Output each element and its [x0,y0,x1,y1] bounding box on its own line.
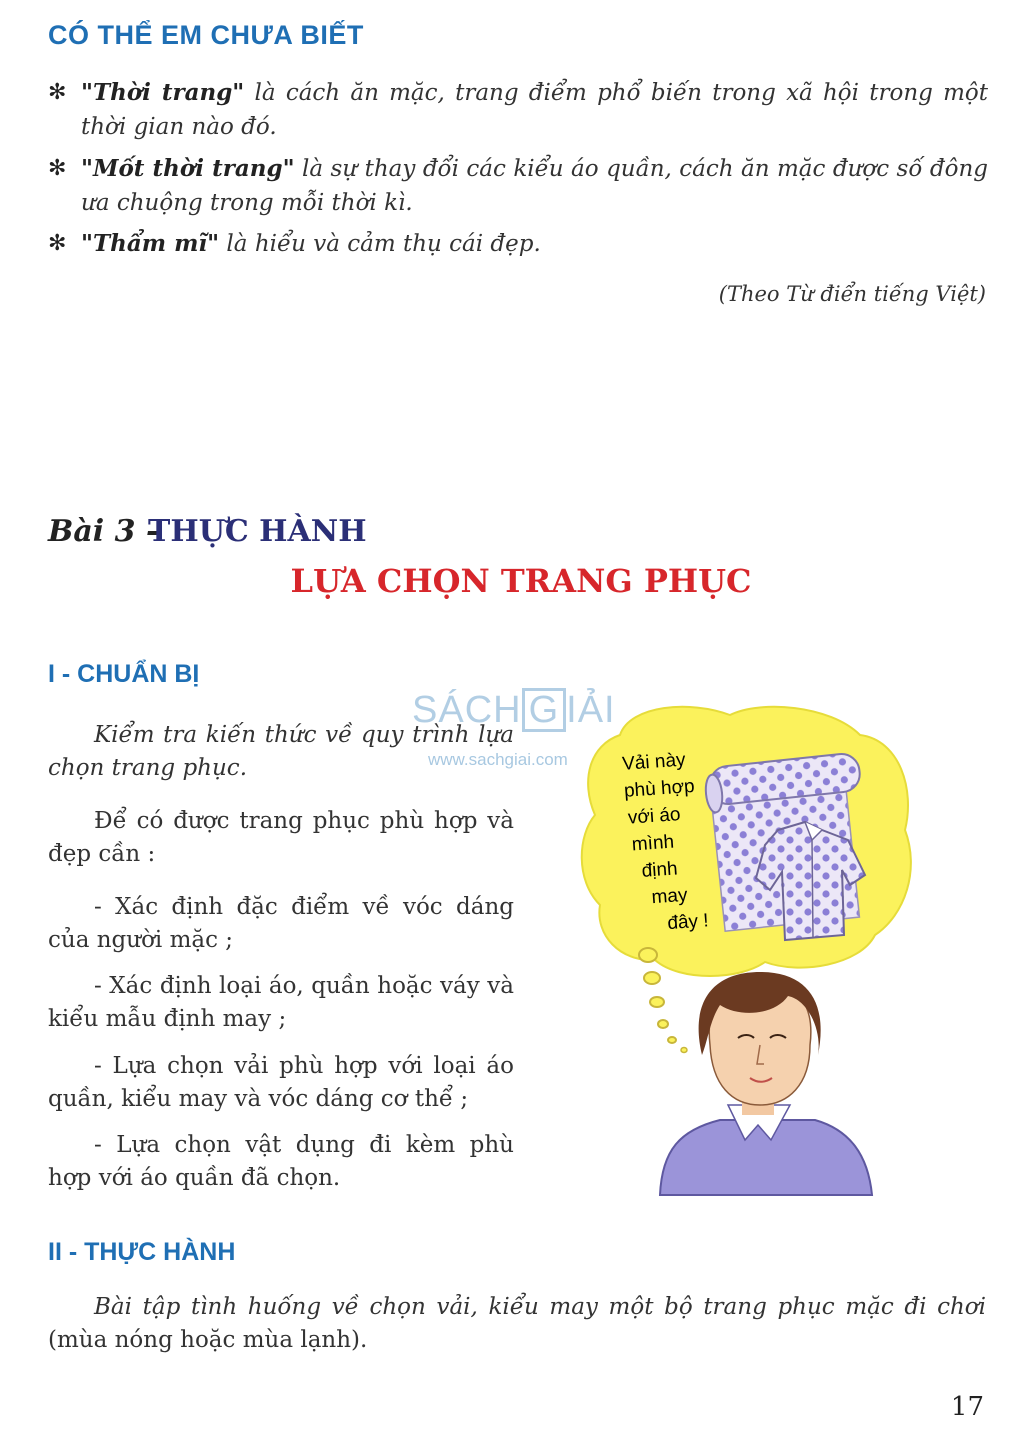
definition-term: "Thẩm mĩ" [81,230,220,257]
bubble-line: đây ! [666,910,710,935]
list-item: - Xác định đặc điểm về vóc dáng của người mặc ; [48,894,514,953]
practice-text [48,1291,986,1357]
list-item: - Lựa chọn vải phù hợp với loại áo quần, kiểu may và vóc dáng cơ thể ; [48,1053,514,1112]
bubble-line: may [650,884,689,909]
source-citation: (Theo Từ điển tiếng Việt) [718,282,986,306]
star-icon: ✻ [48,156,67,181]
definition-text: là sự thay đổi các kiểu áo quần, cách ăn mặc được số đông ưa chuộng trong mỗi thời kì. [81,156,988,216]
definition-term: "Thời trang" [81,79,245,106]
girl-thinking-illustration [560,700,920,1205]
list-item: - Xác định loại áo, quần hoặc váy và kiểu mẫu định may ; [48,973,514,1032]
bubble-line: với áo [627,804,682,829]
watermark-url: www.sachgiai.com [428,750,568,769]
box-title: CÓ THỂ EM CHƯA BIẾT [48,20,364,50]
section-heading-practice: II - THỰC HÀNH [48,1238,236,1266]
star-icon: ✻ [48,80,67,105]
lesson-title-line1: THỰC HÀNH [148,514,367,549]
definition-item [48,227,988,261]
definition-item [48,152,988,220]
definition-text: là hiểu và cảm thụ cái đẹp. [219,231,541,257]
bubble-line: mình [631,831,675,856]
bubble-line: định [641,858,679,882]
section-lead: Để có được trang phục phù hợp và đẹp cần : [48,808,514,867]
practice-text-italic: Bài tập tình huống về chọn vải, kiểu may một bộ trang phục mặc đi chơi [94,1294,986,1320]
watermark-text-left: SÁCH [412,689,522,731]
definition-item [48,76,988,144]
watermark-logo [412,688,616,732]
section-intro: Kiểm tra kiến thức về quy trình lựa chọn trang phục. [48,722,514,781]
list-item: - Lựa chọn vật dụng đi kèm phù hợp với áo quần đã chọn. [48,1132,514,1191]
practice-text-normal: (mùa nóng hoặc mùa lạnh). [48,1327,368,1353]
definition-term: "Mốt thời trang" [81,155,295,182]
bubble-line: Vải này [621,749,687,775]
bubble-line: phù hợp [623,775,696,802]
girl-figure [660,972,872,1195]
watermark-text-right: IẢI [566,689,616,731]
star-icon: ✻ [48,231,67,256]
lesson-label: Bài 3 - [48,514,159,549]
watermark-g-box: G [522,688,567,732]
definition-text: là cách ăn mặc, trang điểm phổ biến trong xã hội trong một thời gian nào đó. [81,80,989,140]
lesson-title-line2: LỰA CHỌN TRANG PHỤC [290,562,752,600]
page-number: 17 [950,1392,984,1422]
section-heading-prepare: I - CHUẨN BỊ [48,660,200,688]
